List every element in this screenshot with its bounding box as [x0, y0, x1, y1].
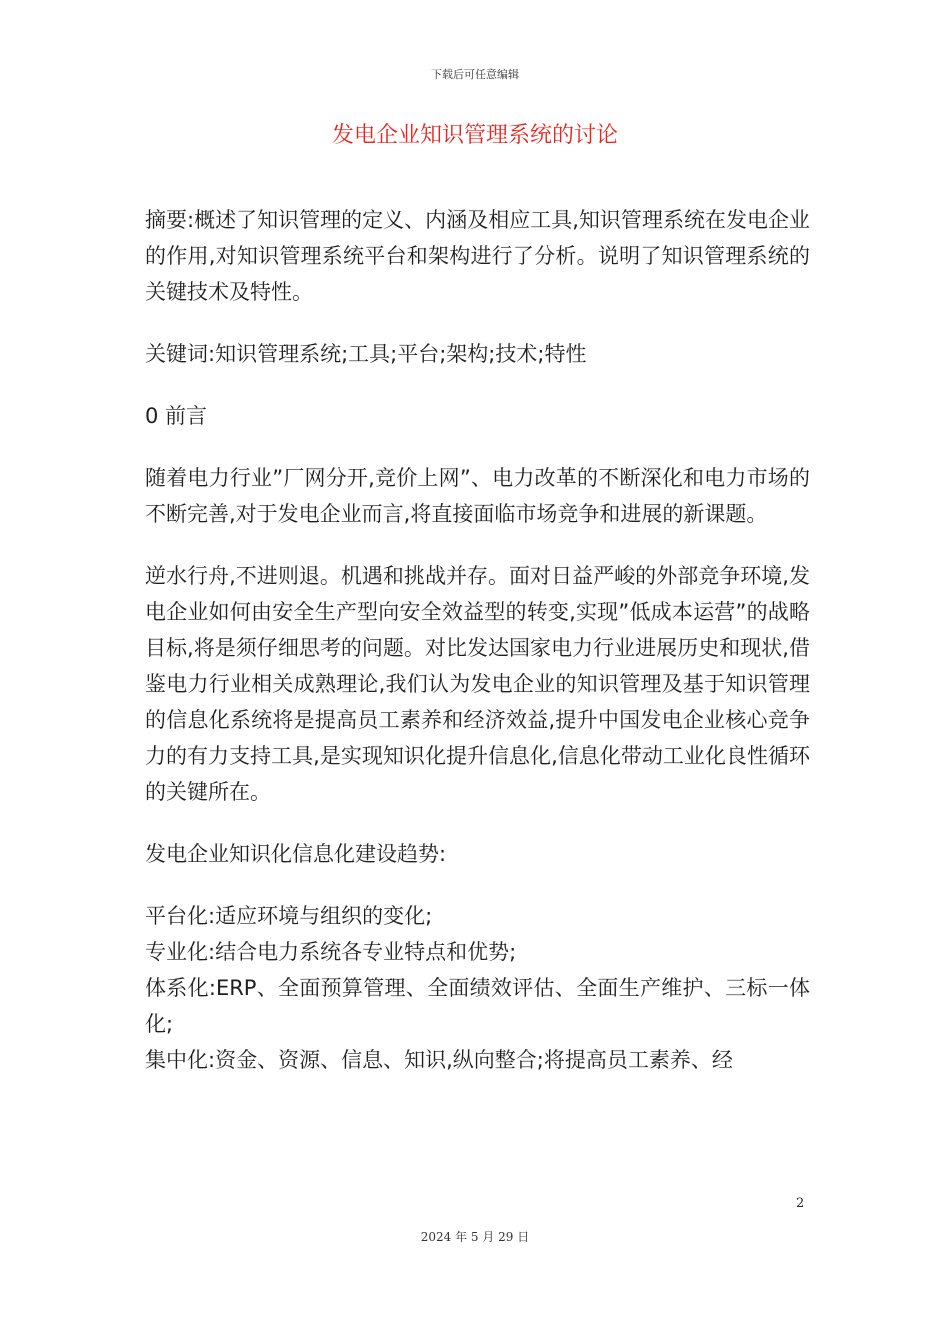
trend-item: 专业化:结合电力系统各专业特点和优势; — [145, 940, 517, 964]
header-note: 下载后可任意编辑 — [431, 68, 519, 81]
body-paragraph: 逆水行舟,不进则退。机遇和挑战并存。面对日益严峻的外部竞争环境,发电企业如何由安全生产型向安全效益型的转变,实现”低成本运营”的战略目标,将是须仔细思考的问题。对比发达国家电力行业进展历史和现状,借鉴电力行业相关成熟理论,我们认为发电企业的知识管理及基于知识管理的信息化系统将是提高员工素养和经济效益,提升中国发电企业核心竞争力的有力支持工具,是实现知识化提升信息化,信息化带动工业化良性循环的关键所在。 — [145, 564, 810, 804]
page-number: 2 — [796, 1196, 805, 1211]
document-title: 发电企业知识管理系统的讨论 — [331, 123, 618, 148]
footer-date: 2024 年 5 月 29 日 — [420, 1230, 530, 1244]
trend-item: 集中化:资金、资源、信息、知识,纵向整合;将提高员工素养、经 — [145, 1048, 733, 1072]
section-heading-preface: 0 前言 — [145, 404, 208, 428]
abstract-paragraph: 摘要:概述了知识管理的定义、内涵及相应工具,知识管理系统在发电企业的作用,对知识管理系统平台和架构进行了分析。说明了知识管理系统的关键技术及特性。 — [145, 208, 810, 304]
trend-item: 平台化:适应环境与组织的变化; — [145, 904, 433, 928]
trend-intro-paragraph: 发电企业知识化信息化建设趋势: — [145, 842, 447, 866]
keywords-paragraph: 关键词:知识管理系统;工具;平台;架构;技术;特性 — [145, 342, 587, 366]
body-paragraph: 随着电力行业”厂网分开,竞价上网”、电力改革的不断深化和电力市场的不断完善,对于发电企业而言,将直接面临市场竞争和进展的新课题。 — [145, 466, 810, 526]
document-body — [145, 202, 810, 1078]
trend-item: 体系化:ERP、全面预算管理、全面绩效评估、全面生产维护、三标一体化; — [145, 976, 810, 1036]
